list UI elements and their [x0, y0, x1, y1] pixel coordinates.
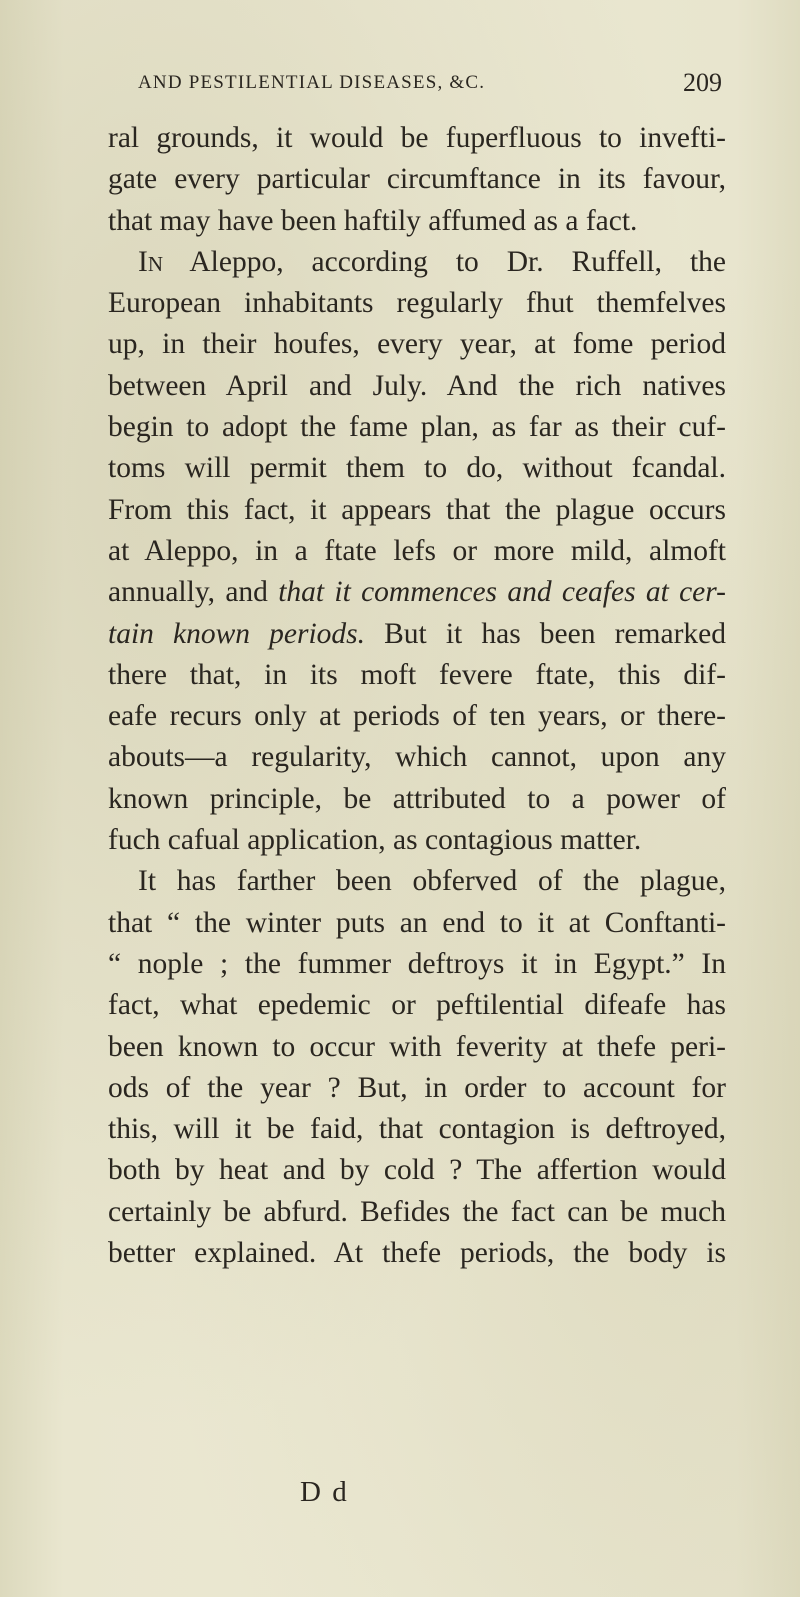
- text-line: It has farther been obferved of the plague,: [138, 865, 726, 898]
- text-fragment: Aleppo, according to Dr. Ruffell, the: [163, 245, 726, 278]
- text-line: certainly be abfurd. Befides the fact can be much: [108, 1195, 726, 1228]
- italic-fragment: that it commences and ceafes at cer-: [278, 576, 726, 609]
- text-line: ods of the year ? But, in order to account for: [108, 1071, 726, 1104]
- text-line: better explained. At thefe periods, the body is: [108, 1237, 726, 1270]
- text-line: fuch cafual application, as contagious matter.: [108, 824, 642, 857]
- italic-fragment: tain known periods.: [108, 617, 366, 650]
- text-line: known principle, be attributed to a power of: [108, 782, 726, 815]
- text-line: [108, 614, 726, 655]
- signature-mark: D d: [300, 1476, 349, 1508]
- text-line: at Aleppo, in a ftate lefs or more mild, almoft: [108, 534, 726, 567]
- text-fragment: annually, and: [108, 576, 268, 609]
- text-line: From this fact, it appears that the plague occurs: [108, 493, 726, 526]
- text-line: “ nople ; the fummer deftroys it in Egypt.” In: [108, 947, 726, 980]
- text-line: [108, 242, 726, 283]
- text-line: up, in their houfes, every year, at fome period: [108, 328, 726, 361]
- text-line: that may have been haftily affumed as a fact.: [108, 204, 638, 237]
- text-line: this, will it be faid, that contagion is deftroyed,: [108, 1113, 726, 1146]
- text-line: been known to occur with feverity at thefe peri-: [108, 1030, 726, 1063]
- page-number: 209: [683, 68, 722, 97]
- running-head: AND PESTILENTIAL DISEASES, &C.: [138, 72, 486, 93]
- text-fragment: But it has been remarked: [365, 617, 726, 650]
- body-text: [108, 118, 726, 1274]
- text-line: ral grounds, it would be fuperfluous to invefti-: [108, 122, 726, 154]
- text-line: abouts—a regularity, which cannot, upon any: [108, 741, 726, 774]
- text-line: toms will permit them to do, without fcandal.: [108, 452, 726, 485]
- text-line: that “ the winter puts an end to it at Conftanti-: [108, 906, 726, 939]
- text-line: European inhabitants regularly fhut themfelves: [108, 287, 726, 320]
- text-line: there that, in its moft fevere ftate, this dif-: [108, 658, 726, 691]
- text-line: eafe recurs only at periods of ten years, or there-: [108, 700, 726, 733]
- text-line: both by heat and by cold ? The affertion would: [108, 1154, 726, 1187]
- text-line: fact, what epedemic or peftilential difeafe has: [108, 989, 726, 1022]
- lead-small-caps: In: [138, 245, 163, 278]
- text-line: begin to adopt the fame plan, as far as their cuf-: [108, 411, 726, 444]
- text-line: gate every particular circumftance in its favour,: [108, 163, 726, 196]
- text-line: between April and July. And the rich natives: [108, 369, 726, 402]
- page-header: [138, 66, 722, 106]
- text-line: [108, 572, 726, 613]
